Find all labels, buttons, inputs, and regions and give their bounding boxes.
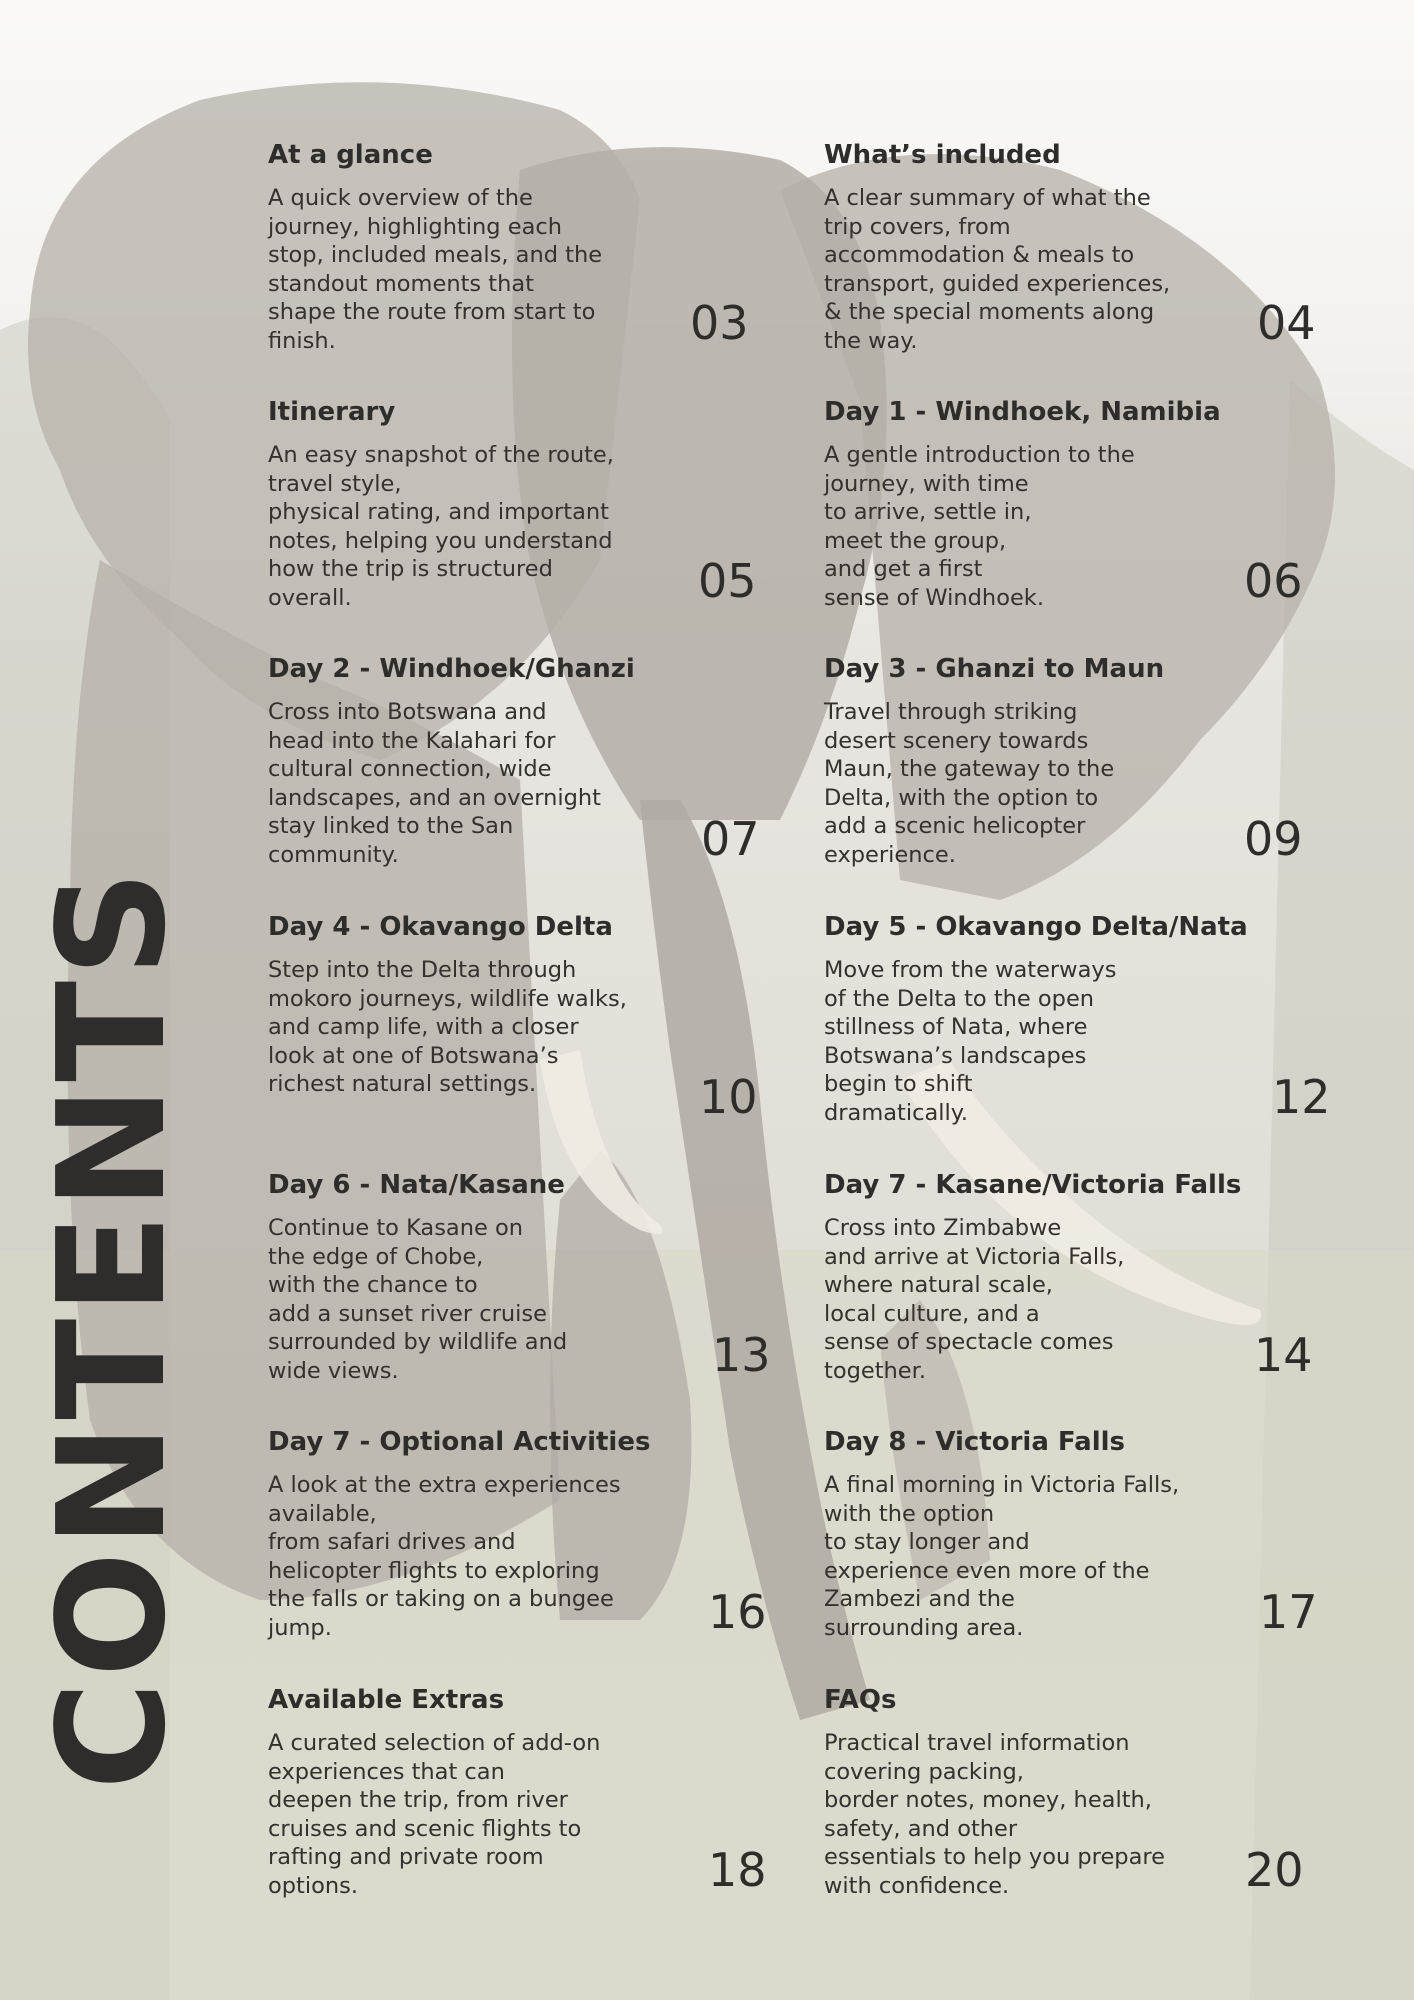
toc-entry-day-6[interactable] bbox=[268, 1168, 567, 1385]
entry-description: Continue to Kasane on the edge of Chobe, with the chance to add a sunset river cruise surrounded by wildlife and wide views. bbox=[268, 1215, 568, 1384]
toc-entry-whats-included[interactable] bbox=[824, 138, 1170, 355]
entry-description: Travel through striking desert scenery towards Maun, the gateway to the Delta, with the option to add a scenic helicopter experience. bbox=[824, 699, 1115, 868]
entry-description: Step into the Delta through mokoro journeys, wildlife walks, and camp life, with a closer look at one of Botswana’s richest natural settings. bbox=[268, 957, 627, 1097]
toc-entry-day-5[interactable] bbox=[824, 910, 1248, 1127]
entry-heading: What’s included bbox=[824, 140, 1061, 170]
entry-heading: Day 7 - Kasane/Victoria Falls bbox=[824, 1170, 1242, 1200]
entry-description: Cross into Zimbabwe and arrive at Victoria Falls, where natural scale, local culture, and a sense of spectacle comes together. bbox=[824, 1215, 1125, 1384]
entry-heading: Itinerary bbox=[268, 397, 396, 427]
page-number: 14 bbox=[1254, 1328, 1313, 1382]
entry-heading: Day 2 - Windhoek/Ghanzi bbox=[268, 654, 635, 684]
page-number: 13 bbox=[712, 1328, 771, 1382]
page-number: 10 bbox=[699, 1070, 758, 1124]
page-number: 20 bbox=[1245, 1843, 1304, 1897]
toc-entry-day-2[interactable] bbox=[268, 652, 635, 869]
page-number: 17 bbox=[1259, 1585, 1318, 1639]
toc-entry-itinerary[interactable] bbox=[268, 395, 614, 612]
toc-entry-day-4[interactable] bbox=[268, 910, 627, 1099]
toc-entry-optional-activities[interactable] bbox=[268, 1425, 650, 1642]
entry-description: A look at the extra experiences available, from safari drives and helicopter flights to exploring the falls or taking on a bungee jump. bbox=[268, 1472, 621, 1641]
entry-heading: Day 8 - Victoria Falls bbox=[824, 1427, 1126, 1457]
entry-description: Cross into Botswana and head into the Kalahari for cultural connection, wide landscapes, and an overnight stay linked to the San community. bbox=[268, 699, 601, 868]
page-number: 04 bbox=[1257, 296, 1316, 350]
entry-heading: Available Extras bbox=[268, 1685, 505, 1715]
page-number: 18 bbox=[708, 1843, 767, 1897]
page-number: 09 bbox=[1244, 812, 1303, 866]
entry-heading: Day 4 - Okavango Delta bbox=[268, 912, 613, 942]
entry-heading: Day 5 - Okavango Delta/Nata bbox=[824, 912, 1248, 942]
page-number: 12 bbox=[1272, 1070, 1331, 1124]
entry-heading: Day 7 - Optional Activities bbox=[268, 1427, 651, 1457]
entry-description: Move from the waterways of the Delta to the open stillness of Nata, where Botswana’s landscapes begin to shift dramatically. bbox=[824, 957, 1117, 1126]
toc-entry-day-3[interactable] bbox=[824, 652, 1164, 869]
page-number: 03 bbox=[690, 296, 749, 350]
toc-entry-day-1[interactable] bbox=[824, 395, 1221, 612]
page-number: 16 bbox=[708, 1585, 767, 1639]
entry-description: A clear summary of what the trip covers, from accommodation & meals to transport, guided experiences, & the special moments along the way. bbox=[824, 185, 1171, 354]
entry-heading: Day 1 - Windhoek, Namibia bbox=[824, 397, 1221, 427]
entry-description: A gentle introduction to the journey, with time to arrive, settle in, meet the group, and get a first sense of Windhoek. bbox=[824, 442, 1135, 611]
entry-description: Practical travel information covering packing, border notes, money, health, safety, and other essentials to help you prepare with confidence. bbox=[824, 1730, 1165, 1899]
entry-heading: Day 6 - Nata/Kasane bbox=[268, 1170, 565, 1200]
toc-entry-at-a-glance[interactable] bbox=[268, 138, 602, 355]
page-number: 05 bbox=[698, 554, 757, 608]
page-title: CONTENTS bbox=[26, 866, 198, 1790]
toc-entry-day-8[interactable] bbox=[824, 1425, 1179, 1642]
page-number: 06 bbox=[1244, 554, 1303, 608]
entry-description: An easy snapshot of the route, travel style, physical rating, and important notes, helping you understand how the trip is structured overall. bbox=[268, 442, 614, 611]
toc-entry-day-7[interactable] bbox=[824, 1168, 1241, 1385]
entry-heading: At a glance bbox=[268, 140, 433, 170]
entry-heading: FAQs bbox=[824, 1685, 897, 1715]
entry-description: A curated selection of add-on experiences that can deepen the trip, from river cruises and scenic flights to rafting and private room options. bbox=[268, 1730, 601, 1899]
page-number: 07 bbox=[701, 812, 760, 866]
toc-entry-faqs[interactable] bbox=[824, 1683, 1165, 1900]
entry-heading: Day 3 - Ghanzi to Maun bbox=[824, 654, 1165, 684]
entry-description: A quick overview of the journey, highlighting each stop, included meals, and the standout moments that shape the route from start to finish. bbox=[268, 185, 603, 354]
toc-entry-available-extras[interactable] bbox=[268, 1683, 600, 1900]
entry-description: A final morning in Victoria Falls, with the option to stay longer and experience even more of the Zambezi and the surrounding area. bbox=[824, 1472, 1180, 1641]
